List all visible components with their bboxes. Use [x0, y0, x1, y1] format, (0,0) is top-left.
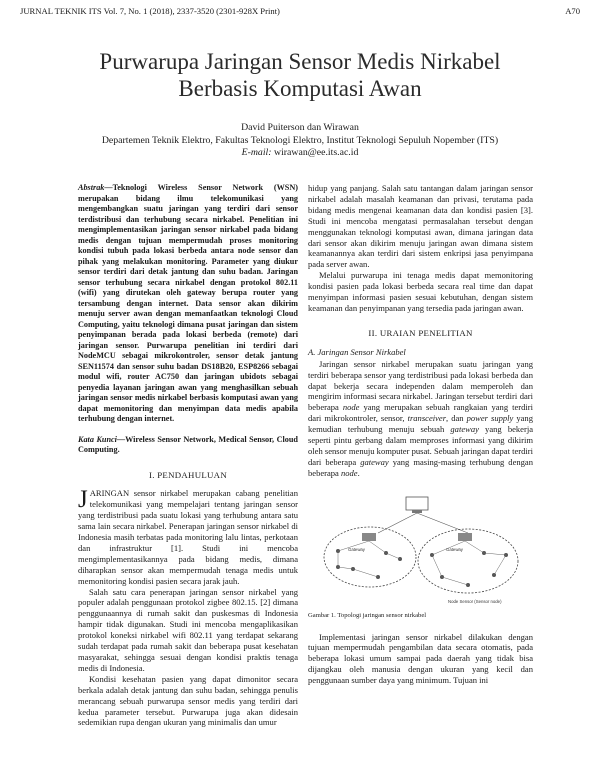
wsn-paragraph-2: Implementasi jaringan sensor nirkabel dilakukan dengan tujuan mempermudah pengambilan data secara otomatis, pada beberapa lokasi umum sampai pada daerah yang tidak bisa dijangkau oleh manusia dengan ukuran yang kecil dan penggunaan sumber daya yang minimum. Tujuan ini — [308, 631, 533, 686]
wsn-text-f: yang masing-masing terhubung dengan beberapa — [308, 456, 533, 478]
journal-info: JURNAL TEKNIK ITS Vol. 7, No. 1 (2018), 2337-3520 (2301-928X Print) — [20, 6, 280, 16]
keywords — [78, 435, 298, 456]
intro-paragraph-4: hidup yang panjang. Salah satu tantangan dalam jaringan sensor nirkabel adalah masalah keamanan dan privasi, terutama pada bidang medis mengenai keamanan data dan kondisi pasien [3]. Studi ini mencoba mengatasi permasalahan tersebut dengan menggunakan teknologi komputasi awan, dimana jaringan data dari sensor akan dikirim menuju jaringan awan dimana sistem keamanannya akan terdiri dari sistem enkripsi jasa penyimpana pada server awan. — [308, 183, 533, 270]
intro-paragraph-1-text: ARINGAN sensor nirkabel merupakan cabang penelitian telekomunikasi yang mempelajari tentang jaringan sensor yang terdistribusi pada suatu lokasi yang terhubung antara satu sama lain secara nirkabel. Penerapan jaringan sensor nirkabel di Indonesia masih terbatas pada monitoring lalu lintas, perkotaan dan infrastruktur [1]. Studi ini mencoba mengimplementasikannya pada bidang medis, dimana diharapkan sensor akan mempermudah tenaga medis untuk memonitoring kondisi pasien secara jarak jauh. — [78, 488, 298, 586]
figure-topology — [308, 493, 533, 605]
left-column — [78, 183, 298, 728]
abstract-text: —Teknologi Wireless Sensor Network (WSN) merupakan bidang ilmu telekomunikasi yang mengembangkan suatu jaringan yang terdiri dari sensor terdistribusi dan terhubung secara nirkabel. Penelitian ini mengimplementasikan jaringan sensor nirkabel pada bidang medis dengan tujuan mempermudah proses monitoring kondisi tubuh pada lokasi berbeda antara node sensor dan pihak yang melakukan monitoring. Parameter yang diukur sensor terdiri dari detak jantung dan suhu badan. Jaringan sensor terhubung secara nirkabel dengan protokol 802.11 (wifi) yang dirutekan oleh gateway berupa router yang tersambung dengan internet. Data sensor akan dikirim menuju server awan dengan memanfaatkan teknologi Cloud Computing, yaitu teknologi dimana pusat jaringan dan sistem penyimpanan berada pada lokasi berbeda (remote) dari jaringan sensor. Purwarupa penelitian ini terdiri dari NodeMCU sebagai mikrokontroler, sensor detak jantung SEN11574 dan sensor suhu badan DS18B20, ESP8266 sebagai modul wifi, router AC750 dan jaringan ubidots sebagai penyedia layanan jaringan awan yang menghasilkan sebuah jaringan sensor medis nirkabel berbasis komputasi awan yang dapat memonitoring dan menyimpan data medis apabila terhubung dengan internet. — [78, 183, 298, 423]
right-column — [308, 183, 533, 686]
author-email — [30, 147, 570, 160]
gateway-left-icon — [362, 533, 376, 541]
sensor-nodes-left — [336, 549, 402, 579]
intro-paragraph-2: Salah satu cara penerapan jaringan sensor nirkabel yang populer adalah penggunaan protokol zigbee 802.15. [2] dimana penggunaannya di rumah sakit dan puskesmas di Indonesia hampir tidak digunakan. Studi ini mencoba mengaplikasikan protokol koneksi nirkabel wifi 802.11 yang terdapat sekarang sudah terdapat pada rumah sakit dan beberapa pusat kesehatan masyarakat, sehingga sesuai dengan kondisi praktis tenaga medis di Indonesia. — [78, 586, 298, 673]
figure-label-gateway-left: Gateway — [348, 546, 365, 552]
sensor-nodes-right — [430, 551, 508, 587]
figure-caption: Gambar 1. Topologi jaringan sensor nirkabel — [308, 611, 427, 619]
wsn-text-e: yang bekerja seperti pintu gerbang dalam memproses informasi yang dikirim oleh sensor menuju komputer pusat. Sebuah jaringan dapat terdiri dari beberapa — [308, 424, 533, 467]
email-label: E-mail: — [241, 147, 272, 158]
author-names: David Puiterson dan Wirawan — [241, 122, 359, 133]
keywords-text: —Wireless Sensor Network, Medical Sensor, Cloud Computing. — [78, 434, 298, 454]
topology-diagram — [308, 493, 533, 605]
title-line-1: Purwarupa Jaringan Sensor Medis Nirkabel — [99, 49, 501, 74]
subsection-heading-wsn: A. Jaringan Sensor Nirkabel — [308, 346, 406, 357]
wsn-text-g: . — [357, 467, 360, 478]
term-gateway: gateway — [450, 424, 479, 435]
title-line-2: Berbasis Komputasi Awan — [178, 76, 422, 101]
wsn-text-b: yang merupakan sebuah rangkaian yang terdiri dari mikrokontroler, sensor, — [308, 402, 533, 424]
section-heading-pendahuluan: I. PENDAHULUAN — [149, 469, 227, 480]
author-block — [30, 122, 570, 160]
term-node-2: node — [340, 467, 358, 478]
intro-paragraph-5: Melalui purwarupa ini tenaga medis dapat memonitoring kondisi pasien pada lokasi berbeda secara real time dan dapat menyimpan informasi pasien sesuai kebutuhan, dengan sistem keamanan dan penyimpanan yang tersedia pada jaringan awan. — [308, 270, 533, 313]
running-header — [20, 6, 580, 16]
author-affiliation: Departemen Teknik Elektro, Fakultas Teknologi Elektro, Institut Teknologi Sepuluh Nopember (ITS) — [101, 134, 499, 146]
intro-paragraph-3: Kondisi kesehatan pasien yang dapat dimonitor secara berkala adalah detak jantung dan suhu badan, sehingga penulis merancang sebuah purwarupa sensor medis yang terdiri dari kedua parameter tersebut. Purwarupa juga akan didesain sedemikian rupa dengan ukuran yang minimalis dan umur — [78, 673, 298, 728]
email-address[interactable]: wirawan@ee.its.ac.id — [274, 147, 359, 158]
keywords-label: Kata Kunci — [78, 434, 117, 444]
term-power-supply: power supply — [466, 413, 514, 424]
term-node: node — [342, 402, 360, 413]
term-gateway-2: gateway — [360, 456, 389, 467]
abstract-label: Abstrak — [78, 183, 105, 192]
page-number: A70 — [565, 6, 580, 16]
figure-label-gateway-right: Gateway — [446, 546, 463, 552]
wsn-text-a: Jaringan sensor nirkabel merupakan suatu jaringan yang terdiri beberapa sensor yang terdistribusi pada lokasi berbeda dan dapat bekerja secara independen dalam memperoleh dan mengirim informasi secara nirkabel. Jaringan tersebut terdiri dari beberapa — [308, 358, 533, 413]
computer-icon — [406, 497, 428, 510]
computer-stand — [412, 510, 422, 513]
section-heading-uraian: II. URAIAN PENELITIAN — [368, 327, 473, 338]
figure-label-sensor-node: Node Sensor (Sensor node) — [448, 598, 502, 604]
wsn-text-d: yang kemudian terhubung menuju sebuah — [308, 413, 533, 435]
wsn-paragraph-1 — [308, 359, 533, 479]
wsn-text-c: , dan — [446, 413, 467, 424]
term-transceiver: transceiver — [407, 413, 447, 424]
drop-cap: J — [78, 486, 88, 514]
intro-paragraph-1 — [78, 488, 298, 586]
gateway-right-icon — [458, 533, 472, 541]
paper-title — [40, 48, 560, 102]
abstract — [78, 183, 298, 425]
